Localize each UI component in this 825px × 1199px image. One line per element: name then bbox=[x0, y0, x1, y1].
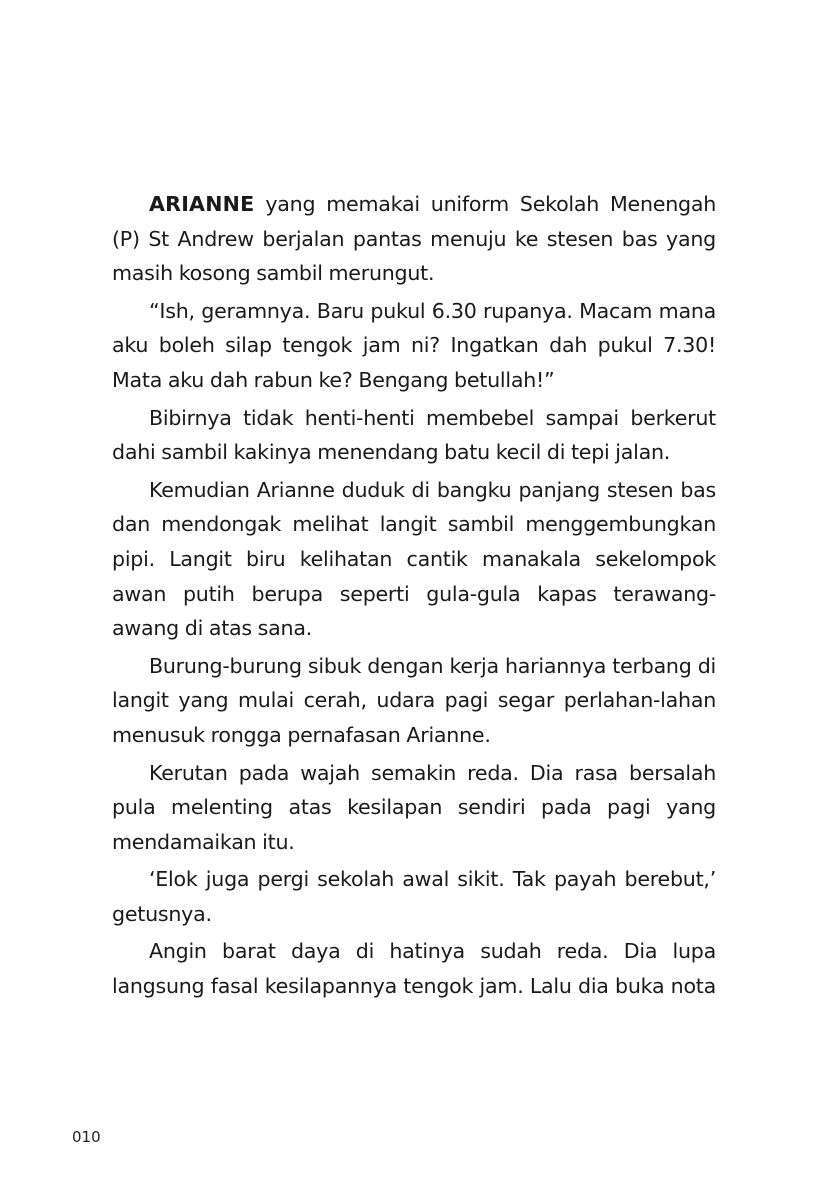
paragraph-4: Kemudian Arianne duduk di bangku panjang stesen bas dan mendongak melihat langit sambil menggembungkan pipi. Langit biru kelihatan cantik manakala sekelompok awan putih berupa seperti gula-gula kapas terawang-awang di atas sana. bbox=[112, 477, 716, 641]
paragraph-lead-word: ARIANNE bbox=[149, 192, 255, 216]
paragraph-6: Kerutan pada wajah semakin reda. Dia rasa bersalah pula melenting atas kesilapan sendiri pada pagi yang mendamaikan itu. bbox=[112, 760, 716, 854]
paragraph-3: Bibirnya tidak henti-henti membebel sampai berkerut dahi sambil kakinya menendang batu kecil di tepi jalan. bbox=[112, 405, 716, 465]
paragraph-1 bbox=[112, 187, 716, 291]
paragraph-8: Angin barat daya di hatinya sudah reda. Dia lupa langsung fasal kesilapannya tengok jam. Lalu dia buka nota bbox=[112, 939, 716, 999]
paragraph-7: ‘Elok juga pergi sekolah awal sikit. Tak payah berebut,’ getusnya. bbox=[112, 867, 716, 926]
paragraph-5: Burung-burung sibuk dengan kerja hariannya terbang di langit yang mulai cerah, udara pagi segar perlahan-lahan menusuk rongga pernafasan Arianne. bbox=[112, 653, 716, 747]
page-number: 010 bbox=[72, 1128, 101, 1146]
page-body bbox=[112, 187, 716, 1007]
paragraph-text: yang memakai uniform Sekolah Menengah (P) St Andrew berjalan pantas menuju ke stesen bas yang masih kosong sambil merungut. bbox=[112, 192, 716, 286]
paragraph-2: “Ish, geramnya. Baru pukul 6.30 rupanya. Macam mana aku boleh silap tengok jam ni? Ingatkan dah pukul 7.30! Mata aku dah rabun ke? Bengang betullah!” bbox=[112, 298, 716, 392]
